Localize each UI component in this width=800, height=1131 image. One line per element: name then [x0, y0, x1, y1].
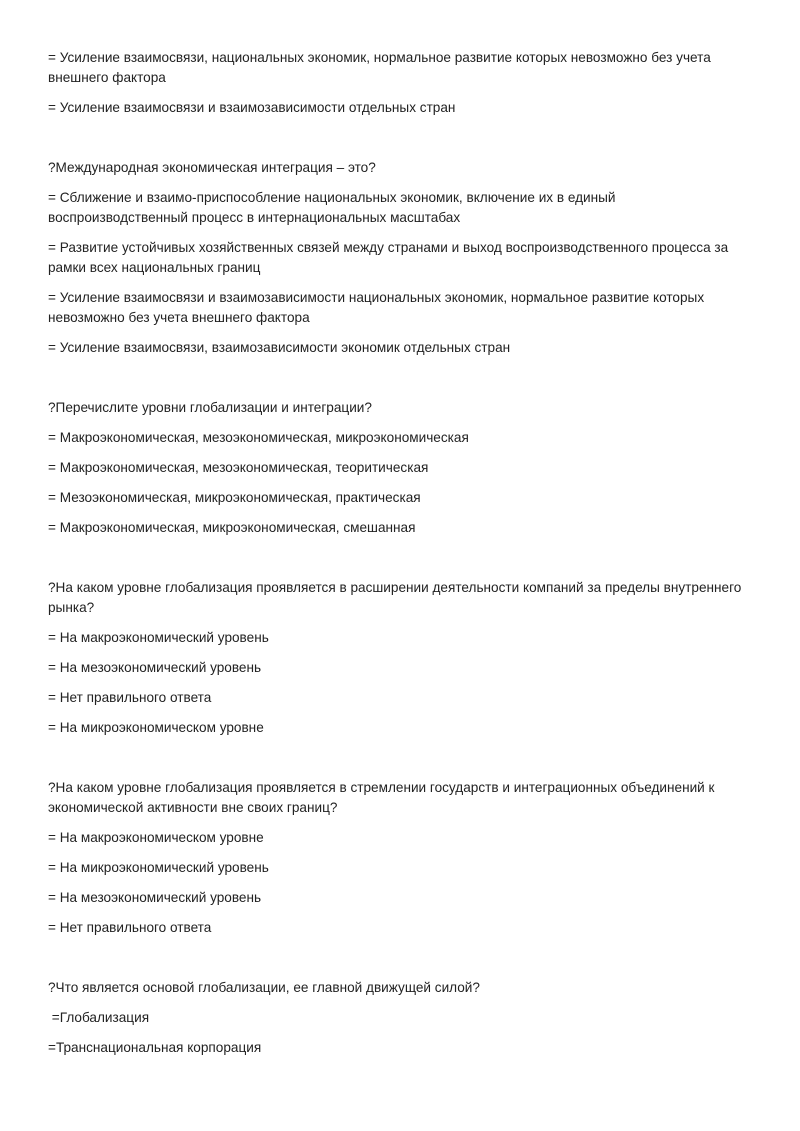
question-text: ?Перечислите уровни глобализации и интеграции?	[48, 400, 372, 415]
answer-option: = Макроэкономическая, микроэкономическая, смешанная	[48, 520, 416, 535]
answer-option: = Мезоэкономическая, микроэкономическая, практическая	[48, 490, 421, 505]
answer-option: = Нет правильного ответа	[48, 690, 212, 705]
answer-option: = Усиление взаимосвязи, взаимозависимости экономик отдельных стран	[48, 340, 511, 355]
answer-option: =Глобализация	[48, 1010, 150, 1025]
answer-option: = На макроэкономическом уровне	[48, 830, 264, 845]
answer-option: = Макроэкономическая, мезоэкономическая, теоритическая	[48, 460, 429, 475]
question-text: ?На каком уровне глобализация проявляется в стремлении государств и интеграционных объединений к экономической активности вне своих границ?	[48, 780, 715, 815]
answer-option: = Сближение и взаимо-приспособление национальных экономик, включение их в единый воспроизводственный процесс в интернациональных масштабах	[48, 190, 616, 225]
answer-option: = Нет правильного ответа	[48, 920, 212, 935]
answer-option: = Развитие устойчивых хозяйственных связей между странами и выход воспроизводственного процесса за рамки всех национальных границ	[48, 240, 729, 275]
question-text: ?Что является основой глобализации, ее главной движущей силой?	[48, 980, 480, 995]
document-page	[48, 48, 748, 1058]
question-text: ?Международная экономическая интеграция – это?	[48, 160, 376, 175]
question-text: ?На каком уровне глобализация проявляется в расширении деятельности компаний за пределы внутреннего рынка?	[48, 580, 742, 615]
answer-option: = На микроэкономический уровень	[48, 860, 269, 875]
answer-option: = На мезоэкономический уровень	[48, 660, 262, 675]
answer-option: = Усиление взаимосвязи и взаимозависимости отдельных стран	[48, 100, 456, 115]
answer-option: = На микроэкономическом уровне	[48, 720, 264, 735]
answer-option: = На мезоэкономический уровень	[48, 890, 262, 905]
answer-option: = Макроэкономическая, мезоэкономическая, микроэкономическая	[48, 430, 469, 445]
answer-option: = На макроэкономический уровень	[48, 630, 269, 645]
answer-option: = Усиление взаимосвязи и взаимозависимости национальных экономик, нормальное развитие которых невозможно без учета внешнего фактора	[48, 290, 705, 325]
answer-option: = Усиление взаимосвязи, национальных экономик, нормальное развитие которых невозможно без учета внешнего фактора	[48, 50, 711, 85]
answer-option: =Транснациональная корпорация	[48, 1040, 262, 1055]
